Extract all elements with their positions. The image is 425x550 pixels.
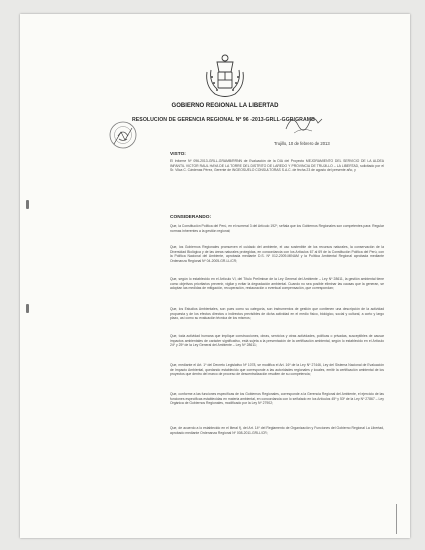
official-seal-stamp — [108, 120, 138, 150]
body-paragraph: Que, mediante el Art. 1º del Decreto Legislativo Nº 1078, se modifica el Art. 16º de la Ley Nº 27446, Ley del Sistema Nacional de Evaluación de Impacto Ambiental, quedando establecido que corresponde a las autoridades regionales y locales, emitir la certificación ambiental de los proyectos que dentro del marco de proceso de descentralización resulten de su competencia; — [170, 363, 384, 377]
coat-of-arms-icon — [203, 52, 247, 100]
body-paragraph: Que, los Gobiernos Regionales promueven el cuidado del ambiente, el uso sostenible de los recursos naturales, la conservación de la Diversidad Biológica y de las áreas naturales protegidas, en concordancia con los Artículos 67 al 69 de la Constitución Política del Perú, con la Política Nacional del Ambiente, aprobada mediante D.S. Nº 012-2009-MINAM y la Política Ambiental Regional aprobada mediante Ordenanza Regional Nº 04-2005-GR-LL/CR; — [170, 245, 384, 263]
document-page — [20, 14, 410, 538]
considerando-heading: CONSIDERANDO: — [170, 215, 212, 220]
visto-heading: VISTO: — [170, 152, 186, 157]
margin-mark — [396, 504, 403, 534]
institution-title: GOBIERNO REGIONAL LA LIBERTAD — [171, 103, 279, 109]
body-paragraph: Que, toda actividad humana que implique construcciones, obras, servicios y otras actividades, políticas o privadas, susceptibles de causar impactos ambientales de carácter significativo, está sujeta a la presentación de la certificación ambiental, según lo establecido en el Artículo 24º y 25º de la Ley General del Ambiente – Ley Nº 28611; — [170, 334, 384, 348]
body-paragraph: Que, la Constitución Política del Perú, en el numeral 3 del Artículo 192º, señala que los Gobiernos Regionales son competentes para: Regular normas inherentes a la gestión regional; — [170, 224, 384, 233]
body-paragraph: Que, los Estudios Ambientales, son pues como su categoría, son instrumentos de gestión que contienen una descripción de la actividad propuesta y de los efectos directos o indirectos previsibles de dicha actividad en el medio físico, biológico, social y cultural, a corto y largo plazo, así como su evaluación técnica de los mismos; — [170, 307, 384, 321]
binder-hole — [26, 304, 29, 313]
resolution-number: RESOLUCION DE GERENCIA REGIONAL Nº 96 -2013-GRLL-GGR/GRAMB — [132, 117, 315, 123]
handwritten-signature — [284, 109, 324, 137]
place-and-date: Trujillo, 10 de febrero de 2013 — [274, 141, 330, 146]
body-paragraph: Que, según lo establecido en el Artículo VI, del Título Preliminar de la Ley General del Ambiente – Ley Nº 28611, la gestión ambiental tiene como objetivos prioritarios prevenir, vigilar y evitar la degradación ambiental. Cuando no sea posible eliminar las causas que la generan, se adoptan las medidas de mitigación, recuperación, restauración o eventual compensación, que correspondan; — [170, 277, 384, 291]
body-paragraph: Que, conforme a las funciones específicas de los Gobiernos Regionales, corresponde a la Gerencia Regional del Ambiente, el ejercicio de las funciones específicas establecidas en materia ambiental, en concordancia con lo señalado en los Artículos 45º y 53º de la Ley Nº 27867 – Ley Orgánica de Gobiernos Regionales, modificado por la Ley Nº 27902; — [170, 392, 384, 406]
binder-hole — [26, 200, 29, 209]
visto-paragraph: El Informe Nº 096-2013-GRLL-GRAMB/RRNN de Evaluación de la DIA del Proyecto MEJORAMIENTO DEL SERVICIO DE LA ALDEA INFANTIL VICTOR RAUL HAYA DE LA TORRE DEL DISTRITO DE LAREDO Y PROVINCIA DE TRUJILLO – LA LIBERTAD, solicitado por el Sr. Vilca C. Cárdenas Pérez, Gerente de INGEOSUELO CONSULTORAS S.A.C. de fecha 23 de agosto del presente año, y — [170, 159, 384, 173]
body-paragraph: Que, de acuerdo a lo establecido en el literal f), del Art. 14º del Reglamento de Organización y Funciones del Gobierno Regional La Libertad, aprobado mediante Ordenanza Regional Nº 008-2011-GRLL/CR; — [170, 426, 384, 435]
